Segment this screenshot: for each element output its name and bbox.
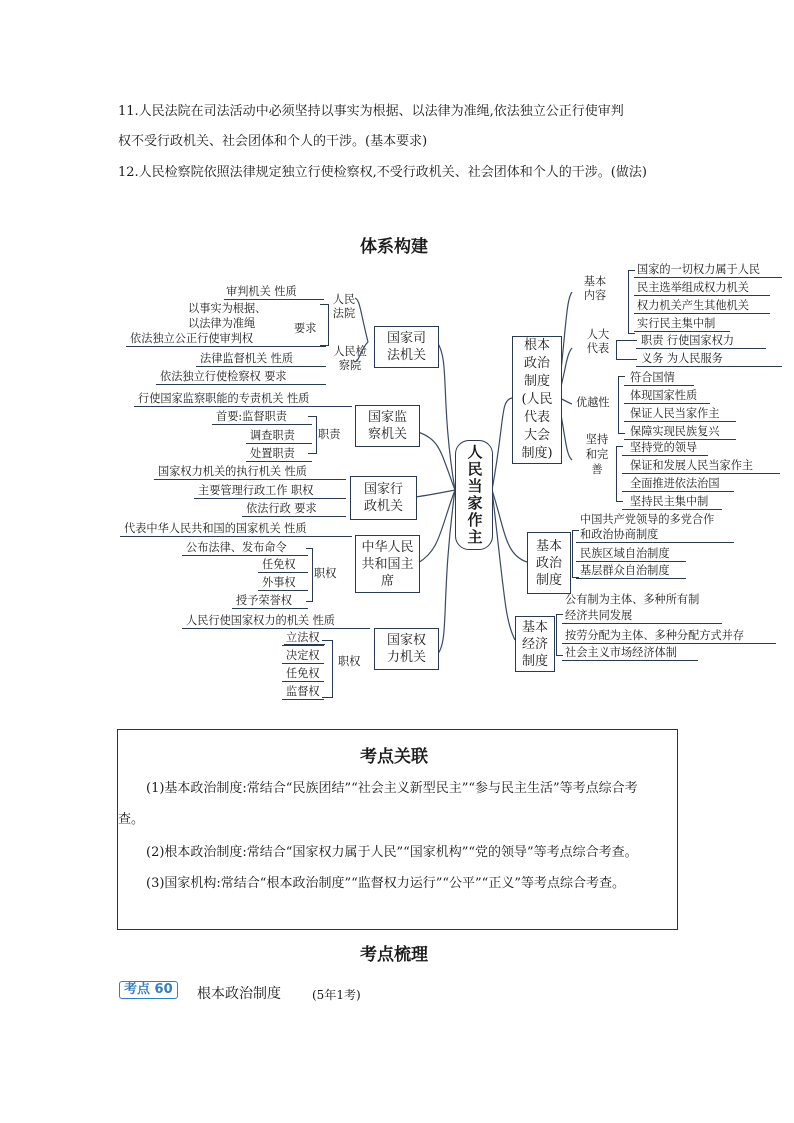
deputy-label: 人大代表 — [586, 328, 610, 355]
political-1a: 中国共产党领导的多党合作 — [580, 513, 715, 526]
related-title: 考点关联 — [360, 747, 428, 767]
power-4: 监督权 — [286, 685, 320, 698]
node-procuratorate: 人民检察院 — [333, 345, 367, 372]
adv-4: 保障实现民族复兴 — [630, 425, 720, 438]
kaodian-freq: (5年1考) — [312, 988, 361, 1002]
power-1: 立法权 — [286, 631, 320, 644]
power-3: 任免权 — [286, 667, 320, 680]
node-admin: 国家行政机关 — [350, 476, 417, 520]
power-2: 决定权 — [286, 649, 320, 662]
kaodian-name: 根本政治制度 — [197, 986, 281, 1002]
persist-2: 保证和发展人民当家作主 — [630, 459, 754, 472]
node-power: 国家权力机关 — [374, 628, 439, 670]
related-item-2: (2)根本政治制度:常结合“国家权力属于人民”“国家机构”“党的领导”等考点综合考查。 — [146, 845, 638, 860]
node-fundamental: 根本政治制度(人民代表大会制度) — [512, 336, 562, 464]
intro-line-2: 权不受行政机关、社会团体和个人的干涉。(基本要求) — [118, 134, 428, 149]
supervision-nature: 行使国家监察职能的专责机关 性质 — [138, 392, 310, 405]
center-node: 人民当家作主 — [455, 440, 493, 550]
power-nature: 人民行使国家权力的机关 性质 — [186, 614, 335, 627]
deputy-2: 义务 为人民服务 — [641, 352, 723, 365]
section-title: 体系构建 — [360, 237, 428, 257]
supervision-duty-1: 首要:监督职责 — [216, 410, 287, 423]
content-2: 民主选举组成权力机关 — [637, 281, 749, 294]
court-req-label: 要求 — [294, 322, 317, 335]
economic-1a: 公有制为主体、多种所有制 — [565, 593, 700, 606]
related-item-3: (3)国家机构:常结合“根本政治制度”“监督权力运行”“公平”“正义”等考点综合考查。 — [146, 876, 625, 891]
economic-1b: 经济共同发展 — [565, 609, 633, 622]
adv-3: 保证人民当家作主 — [630, 407, 720, 420]
admin-duty: 主要管理行政工作 职权 — [198, 484, 314, 497]
economic-2: 按劳分配为主体、多种分配方式并存 — [565, 629, 745, 642]
proc-req: 依法独立行使检察权 要求 — [160, 370, 287, 383]
node-president: 中华人民共和国主席 — [355, 535, 420, 593]
node-court: 人民法院 — [332, 293, 356, 320]
node-basic-political: 基本政治制度 — [527, 532, 571, 594]
node-supervision: 国家监察机关 — [355, 405, 420, 447]
political-3: 基层群众自治制度 — [580, 564, 670, 577]
node-basic-economic: 基本经济制度 — [515, 616, 555, 672]
court-req-3: 依法独立公正行使审判权 — [130, 332, 254, 345]
proc-nature: 法律监督机关 性质 — [200, 352, 294, 365]
sorting-title: 考点梳理 — [360, 945, 428, 965]
content-4: 实行民主集中制 — [637, 317, 716, 330]
power-label: 职权 — [338, 655, 361, 668]
president-power-1: 公布法律、发布命令 — [186, 541, 287, 554]
content-1: 国家的一切权力属于人民 — [637, 263, 761, 276]
related-item-1b: 查。 — [118, 812, 145, 827]
political-1b: 和政治协商制度 — [580, 528, 659, 541]
adv-1: 符合国情 — [630, 371, 675, 384]
intro-line-3: 12.人民检察院依照法律规定独立行使检察权,不受行政机关、社会团体和个人的干涉。(做法) — [118, 165, 647, 180]
persist-3: 全面推进依法治国 — [630, 477, 720, 490]
court-nature: 审判机关 性质 — [226, 285, 297, 298]
supervision-duty-label: 职责 — [318, 428, 341, 441]
intro-line-1: 11.人民法院在司法活动中必须坚持以事实为根据、以法律为准绳,依法独立公正行使审判 — [118, 104, 624, 119]
node-judicial: 国家司法机关 — [374, 326, 439, 368]
admin-req: 依法行政 要求 — [246, 502, 317, 515]
supervision-duty-2: 调查职责 — [250, 429, 295, 442]
president-nature: 代表中华人民共和国的国家机关 性质 — [124, 522, 307, 535]
court-req-1: 以事实为根据、 — [188, 302, 267, 315]
related-item-1a: (1)基本政治制度:常结合“民族团结”“社会主义新型民主”“参与民主生活”等考点综合考 — [146, 781, 638, 796]
political-2: 民族区域自治制度 — [580, 547, 670, 560]
president-power-2: 任免权 — [262, 558, 296, 571]
persist-label: 坚持和完善 — [585, 433, 609, 476]
court-req-2: 以法律为准绳 — [188, 317, 256, 330]
persist-4: 坚持民主集中制 — [630, 495, 709, 508]
supervision-duty-3: 处置职责 — [250, 447, 295, 460]
persist-1: 坚持党的领导 — [630, 441, 698, 454]
admin-nature: 国家权力机关的执行机关 性质 — [158, 465, 307, 478]
deputy-1: 职责 行使国家权力 — [641, 334, 735, 347]
content-label: 基本内容 — [583, 275, 607, 302]
content-3: 权力机关产生其他机关 — [637, 299, 749, 312]
kaodian-badge: 考点 60 — [119, 981, 178, 999]
economic-3: 社会主义市场经济体制 — [565, 646, 677, 659]
president-power-4: 授予荣誉权 — [236, 594, 292, 607]
president-power-3: 外事权 — [262, 576, 296, 589]
adv-label: 优越性 — [576, 396, 610, 409]
adv-2: 体现国家性质 — [630, 389, 698, 402]
president-label: 职权 — [314, 567, 337, 580]
